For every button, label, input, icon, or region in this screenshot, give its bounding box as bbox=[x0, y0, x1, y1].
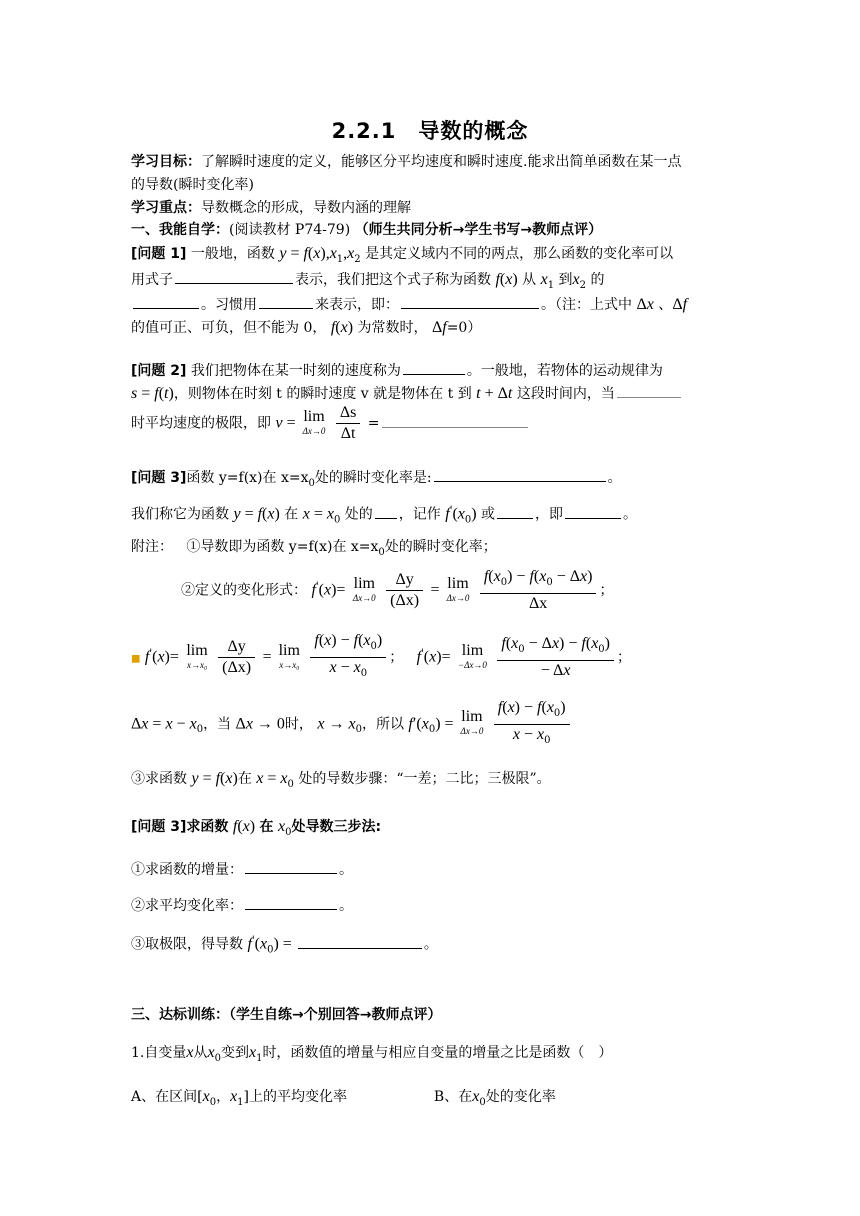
limit-operator: lim −Δx→0 bbox=[458, 641, 487, 670]
focus-line bbox=[131, 198, 411, 218]
goal-text-1: 了解瞬时速度的定义，能够区分平均速度和瞬时速度.能求出简单函数在某一点 bbox=[201, 154, 682, 170]
q3b-label: [问题 3]求函数 bbox=[131, 819, 229, 835]
q1-text: 。（注：上式中 bbox=[541, 297, 632, 313]
q1-text: 为常数时， bbox=[357, 320, 428, 336]
option-b[interactable]: B、在$x_0$处的变化率 bbox=[433, 1088, 556, 1108]
answer-blank[interactable] bbox=[259, 294, 313, 309]
limit-operator: lim Δx→0 bbox=[352, 574, 376, 603]
limit-operator: lim Δx→0 bbox=[446, 574, 470, 603]
limit-operator: lim x→x₀ bbox=[186, 641, 208, 670]
answer-blank[interactable] bbox=[565, 504, 621, 519]
step-text: ①求函数的增量： bbox=[131, 862, 243, 878]
note-text: 处的瞬时变化率； bbox=[384, 539, 497, 555]
q1-line-2: 用式子 表示，我们把这个式子称为函数 f(x) 从 $x_1$ 到$x_2$ 的 bbox=[131, 271, 605, 291]
page-title: 2.2.1 导数的概念 bbox=[331, 119, 529, 143]
note-text: ①导数即为函数 y=f(x)在 x=x bbox=[186, 539, 379, 555]
q3-text: 处的瞬时变化率是: bbox=[314, 470, 432, 486]
fraction: $\frac{\Delta y}{(\Delta x)}$ bbox=[218, 639, 255, 676]
q3b-step-2: ②求平均变化率： 。 bbox=[131, 895, 353, 916]
limit-operator: lim Δx→0 bbox=[302, 407, 326, 436]
fraction: $\frac{\Delta y}{(\Delta x)}$ bbox=[386, 572, 423, 609]
q2-line-3: 时平均速度的极限，即 v = lim Δx→0 $\frac{\Delta s}{\Delta t}$ = bbox=[131, 405, 530, 442]
q2-text: = bbox=[367, 415, 380, 432]
section1-process: （师生共同分析→学生书写→教师点评） bbox=[354, 222, 603, 238]
q3-text: 处的 bbox=[344, 506, 373, 523]
step-text: ③取极限，得导数 bbox=[131, 936, 243, 953]
option-a[interactable]: A、在区间[$x_0$，$x_1$]上的平均变化率 bbox=[131, 1088, 348, 1108]
q3-note-line-1: 附注： ①导数即为函数 y=f(x)在 $x=x_0$处的瞬时变化率； bbox=[131, 539, 497, 558]
q3b-text: 在 bbox=[259, 819, 274, 835]
q1-text: 的 bbox=[590, 272, 605, 288]
q2-text: 我们把物体在某一时刻的速度称为 bbox=[190, 363, 401, 379]
q3-note-line-2: ②定义的变化形式： f'(x)= lim Δx→0 $\frac{\Delta y}{(\Delta x)}$ = lim Δx→0 $\frac{f(x_0) - f(x_0 - \Delta x)}{\Delta x}$ ； bbox=[181, 568, 614, 613]
q1-text: 从 bbox=[522, 272, 537, 288]
fraction: $\frac{f(x_0 - \Delta x) - f(x_0)}{- \Delta x}$ bbox=[497, 636, 614, 679]
fraction: $\frac{\Delta s}{\Delta t}$ bbox=[336, 405, 361, 442]
q3-text: 或 bbox=[481, 506, 496, 523]
note-text: 处的导数步骤：“一差；二比；三极限”。 bbox=[298, 771, 551, 787]
q3b-step-1: ①求函数的增量： 。 bbox=[131, 859, 353, 880]
answer-blank[interactable] bbox=[434, 467, 606, 482]
section3-heading-line bbox=[131, 1005, 441, 1025]
goal-text-2: 的导数(瞬时变化率) bbox=[131, 177, 254, 193]
q2-line-1 bbox=[131, 360, 663, 381]
q3-line-1: [问题 3]函数 y=f(x)在 $x=x_0$处的瞬时变化率是: 。 bbox=[131, 467, 622, 494]
q3-text: 在 bbox=[284, 506, 299, 523]
q1-text: 的值可正、可负，但不能为 0， bbox=[131, 320, 327, 336]
q1-formula: y bbox=[279, 245, 287, 262]
q3-line-2: 我们称它为函数 y = f(x) 在 $x = x_0$ 处的 ，记作 $f'(x_0)$ 或 ，即 。 bbox=[131, 505, 638, 526]
section1-heading: 一、我能自学： bbox=[131, 222, 229, 238]
section3-heading: 三、达标训练： bbox=[131, 1007, 229, 1023]
exercise-text: 从 bbox=[193, 1045, 208, 1061]
q3-note-line-5: ③求函数 y = f(x)在 $x = x_0$ 处的导数步骤：“一差；二比；三极限”。 bbox=[131, 770, 551, 790]
note-text: ，当 bbox=[203, 716, 232, 733]
q2-text: 。一般地，若物体的运动规律为 bbox=[466, 363, 663, 379]
note-label: 附注： bbox=[131, 539, 173, 555]
exercise-text: 时，函数值的增量与相应自变量的增量之比是函数（ ） bbox=[262, 1045, 613, 1061]
fraction: $\frac{f(x) - f(x_0)}{x - x_0}$ bbox=[494, 700, 570, 749]
q3b-heading: [问题 3]求函数 f(x) 在 $x_0$处导数三步法: bbox=[131, 818, 382, 838]
section1-heading-line bbox=[131, 220, 602, 240]
limit-operator: lim Δx→0 bbox=[460, 708, 484, 737]
q3b-step-3: ③取极限，得导数 $f'(x_0)$ = 。 bbox=[131, 935, 438, 956]
q1-label: [问题 1] bbox=[131, 246, 187, 262]
answer-blank[interactable] bbox=[617, 383, 681, 398]
q3b-text: 处导数三步法: bbox=[291, 819, 382, 835]
answer-blank[interactable] bbox=[403, 360, 465, 375]
q1-text: 一般地，函数 bbox=[190, 246, 275, 262]
q2-line-2: s = f(t)，则物体在时刻 t 的瞬时速度 v 就是物体在 t 到 t + Δt 这段时间内，当 bbox=[131, 383, 683, 404]
goal-line-2 bbox=[131, 175, 254, 195]
q2-text: ，则物体在时刻 t 的瞬时速度 v 就是物体在 t 到 bbox=[173, 386, 472, 402]
q2-label: [问题 2] bbox=[131, 363, 187, 379]
limit-operator: lim x→x₀ bbox=[278, 641, 300, 670]
q1-text: 来表示，即： bbox=[315, 297, 399, 313]
q1-text: 用式子 bbox=[131, 272, 173, 288]
section3-process: （学生自练→个别回答→教师点评） bbox=[229, 1007, 442, 1023]
q2-text: 这段时间内，当 bbox=[516, 386, 615, 402]
answer-blank[interactable] bbox=[245, 895, 337, 910]
exercise-1-options bbox=[131, 1087, 556, 1113]
answer-blank[interactable] bbox=[375, 504, 397, 519]
focus-text: 导数概念的形成，导数内涵的理解 bbox=[201, 200, 411, 216]
q1-text: 表示，我们把这个式子称为函数 bbox=[295, 272, 491, 288]
focus-label: 学习重点： bbox=[131, 200, 201, 216]
answer-blank[interactable] bbox=[298, 934, 422, 949]
note-text: 在 bbox=[237, 771, 252, 787]
q3-label: [问题 3] bbox=[131, 470, 187, 486]
q2-text: 时平均速度的极限，即 bbox=[131, 415, 271, 432]
goal-line-1 bbox=[131, 152, 681, 172]
answer-blank[interactable] bbox=[133, 294, 199, 309]
answer-blank[interactable] bbox=[175, 269, 293, 284]
q3-text: ，即 bbox=[535, 506, 564, 523]
note-text: 时， bbox=[284, 716, 313, 733]
exercise-text: 1.自变量 bbox=[131, 1045, 187, 1061]
step-text: ②求平均变化率： bbox=[131, 898, 243, 914]
answer-blank[interactable] bbox=[401, 294, 539, 309]
q1-line-4: 的值可正、可负，但不能为 0， f(x) 为常数时， Δf=0） bbox=[131, 319, 482, 336]
q3-text: ，记作 bbox=[398, 506, 441, 523]
q1-text: 。习惯用 bbox=[201, 297, 257, 313]
fraction: $\frac{f(x_0) - f(x_0 - \Delta x)}{\Delta x}$ bbox=[480, 569, 597, 612]
answer-blank[interactable] bbox=[245, 859, 337, 874]
note-text: ②定义的变化形式： bbox=[181, 582, 307, 599]
exercise-text: 变到 bbox=[220, 1045, 249, 1061]
q3-note-line-4: $\Delta x = x - x_0$，当 Δx → 0时， $x \to x_0$，所以 $f'(x_0)$ = lim Δx→0 $\frac{f(x) - f(x_0)}{x - x_0}$ bbox=[131, 700, 573, 752]
q1-line-1: [问题 1] 一般地，函数 $y = f(x),x_1,x_2$ 是其定义域内不同的两点，那么函数的变化率可以 bbox=[131, 245, 674, 265]
fraction: $\frac{f(x) - f(x_0)}{x - x_0}$ bbox=[310, 633, 386, 682]
note-text: ，所以 bbox=[361, 716, 404, 733]
q3-note-line-3: ■ f'(x)= lim x→x₀ $\frac{\Delta y}{(\Delta x)}$ = lim x→x₀ $\frac{f(x) - f(x_0)}{x - x_0}$ ； f'(x)= lim −Δx→0 $\frac{f(x_0 - \Delta x) - f(x_0)}{- \Delta x}$ ； bbox=[131, 632, 631, 682]
section1-note: (阅读教材 P74-79) bbox=[229, 222, 351, 238]
answer-blank[interactable] bbox=[497, 504, 533, 519]
q1-text: 到 bbox=[558, 272, 573, 288]
q3-text: 函数 y=f(x)在 x=x bbox=[186, 470, 309, 486]
answer-blank[interactable] bbox=[382, 413, 528, 428]
note-text: ③求函数 bbox=[131, 771, 187, 787]
q3-text: 我们称它为函数 bbox=[131, 506, 229, 523]
q1-text: 是其定义域内不同的两点，那么函数的变化率可以 bbox=[365, 246, 674, 262]
q1-text: =0） bbox=[446, 320, 482, 336]
exercise-1: 1.自变量x从$x_0$变到$x_1$时，函数值的增量与相应自变量的增量之比是函数（ ） bbox=[131, 1044, 613, 1064]
goal-label: 学习目标： bbox=[131, 154, 201, 170]
q1-line-3: 。习惯用 来表示，即： 。（注：上式中 Δx 、Δf bbox=[131, 294, 687, 315]
